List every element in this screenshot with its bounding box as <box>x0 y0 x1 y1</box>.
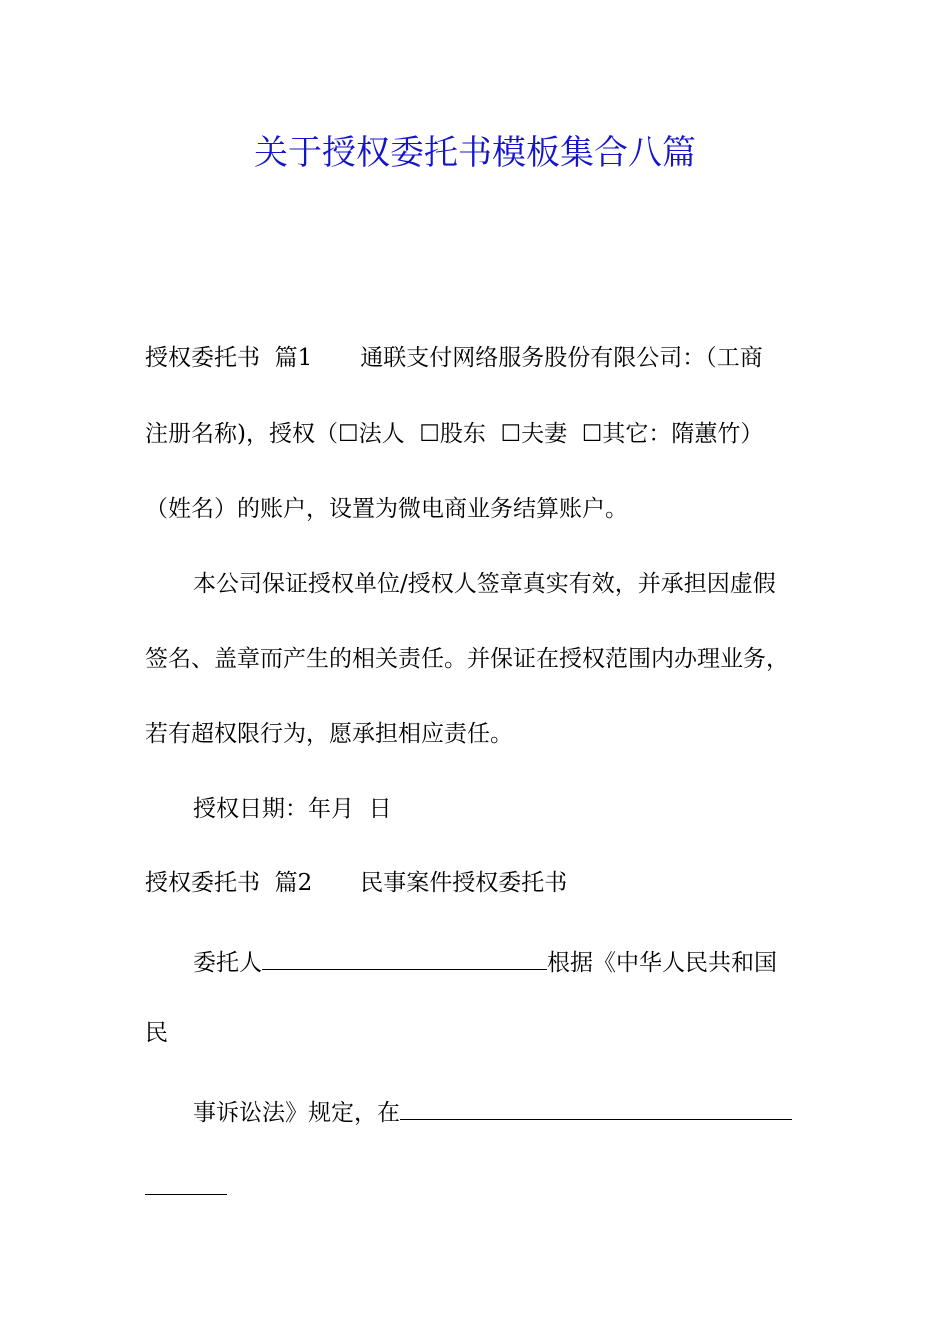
section1-para2-line2: 签名、盖章而产生的相关责任。并保证在授权范围内办理业务， <box>145 646 789 672</box>
authorization-date: 授权日期：年月 日 <box>193 796 392 822</box>
section1-first-line <box>145 341 763 375</box>
case-location-blank-continued[interactable] <box>145 1166 227 1195</box>
section1-line3: （姓名）的账户，设置为微电商业务结算账户。 <box>145 496 628 522</box>
client-after-text: 根据《中华人民共和国 <box>547 950 777 976</box>
section2-first-line <box>145 866 567 900</box>
section1-para2-line3: 若有超权限行为，愿承担相应责任。 <box>145 721 513 747</box>
client-line-wrap: 民 <box>145 1020 168 1046</box>
section1-para2-line1: 本公司保证授权单位/授权人签章真实有效，并承担因虚假 <box>193 571 776 597</box>
document-title: 关于授权委托书模板集合八篇 <box>254 133 696 173</box>
law-line-wrap <box>145 1166 227 1205</box>
section1-line2: 注册名称)，授权（☐法人 ☐股东 ☐夫妻 ☐其它：隋蕙竹） <box>145 421 764 447</box>
law-text: 事诉讼法》规定，在 <box>193 1100 400 1126</box>
client-label: 委托人 <box>193 950 262 976</box>
law-line <box>193 1091 792 1130</box>
case-location-blank[interactable] <box>400 1091 792 1120</box>
section2-heading: 授权委托书 篇2 <box>145 870 313 896</box>
client-line <box>193 941 777 980</box>
section1-line1-text: 通联支付网络服务股份有限公司：（工商 <box>360 345 763 371</box>
section2-heading-text: 民事案件授权委托书 <box>360 870 568 896</box>
section1-heading: 授权委托书 篇1 <box>145 345 313 371</box>
client-name-blank[interactable] <box>262 941 547 970</box>
